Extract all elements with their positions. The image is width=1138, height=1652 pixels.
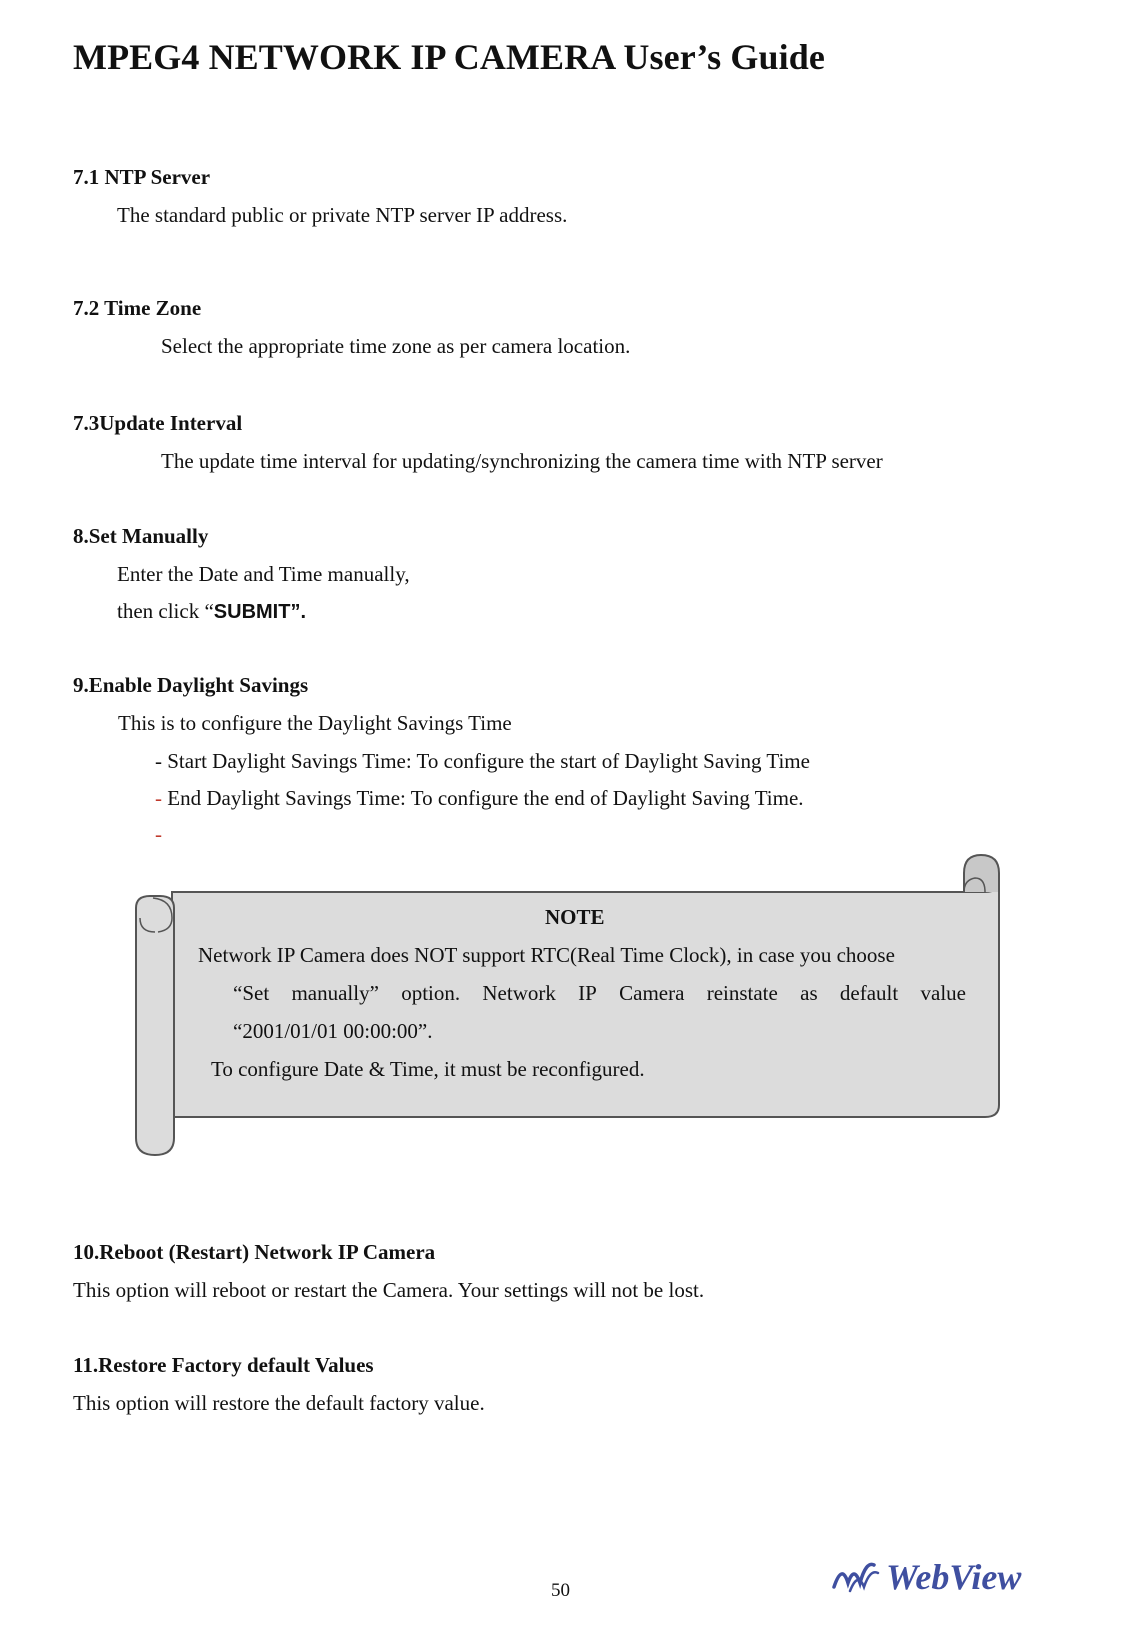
- note-line-3: “2001/01/01 00:00:00”.: [233, 1019, 433, 1043]
- note-line-4: To configure Date & Time, it must be reconfigured.: [211, 1057, 645, 1081]
- section-heading-set-manually: 8.Set Manually: [73, 524, 209, 548]
- section-heading-time-zone: 7.2 Time Zone: [73, 296, 202, 320]
- note-word: reinstate: [706, 981, 778, 1005]
- note-word: option.: [401, 981, 461, 1005]
- webview-logo-icon: [828, 1553, 1048, 1599]
- section-heading-update-interval: 7.3Update Interval: [73, 411, 243, 435]
- note-line-1: Network IP Camera does NOT support RTC(Real Time Clock), in case you choose: [198, 943, 895, 967]
- section-heading-ntp-server: 7.1 NTP Server: [73, 165, 211, 189]
- section-text-update-interval: The update time interval for updating/synchronizing the camera time with NTP server: [161, 449, 883, 473]
- note-word: IP: [578, 981, 597, 1005]
- webview-logo: [828, 1553, 1048, 1604]
- section-text-daylight-savings: This is to configure the Daylight Savings Time: [118, 711, 512, 735]
- note-word: manually”: [291, 981, 379, 1005]
- note-scroll-curl-right: [964, 855, 999, 892]
- page-number: 50: [551, 1580, 570, 1601]
- submit-instruction-prefix: then click “: [117, 599, 214, 623]
- note-word: “Set: [233, 981, 270, 1005]
- daylight-bullet-start: - Start Daylight Savings Time: To configure the start of Daylight Saving Time: [155, 749, 810, 773]
- daylight-bullet-end-text: End Daylight Savings Time: To configure the end of Daylight Saving Time.: [162, 786, 804, 810]
- submit-label: SUBMIT”.: [213, 601, 307, 623]
- note-scroll-roll-left: [136, 896, 174, 1155]
- svg-text:WebView: WebView: [886, 1557, 1022, 1597]
- section-text-time-zone: Select the appropriate time zone as per camera location.: [161, 334, 631, 358]
- note-word: as: [800, 981, 818, 1005]
- note-word: Network: [482, 981, 556, 1005]
- section-text-set-manually: Enter the Date and Time manually,: [117, 562, 410, 586]
- bullet-dash: -: [155, 786, 162, 810]
- note-word: default: [839, 981, 899, 1005]
- section-text-reboot: This option will reboot or restart the Camera. Your settings will not be lost.: [73, 1278, 705, 1302]
- section-text-restore: This option will restore the default factory value.: [73, 1391, 485, 1415]
- note-line-2: [233, 981, 966, 1006]
- page-title: MPEG4 NETWORK IP CAMERA User’s Guide: [73, 37, 825, 77]
- bullet-dash-empty: -: [155, 822, 162, 846]
- section-heading-reboot: 10.Reboot (Restart) Network IP Camera: [73, 1240, 436, 1264]
- section-heading-daylight-savings: 9.Enable Daylight Savings: [73, 673, 309, 697]
- section-text-ntp-server: The standard public or private NTP server IP address.: [117, 203, 568, 227]
- note-word: Camera: [619, 981, 685, 1005]
- note-word: value: [920, 981, 966, 1005]
- note-title: NOTE: [545, 905, 605, 929]
- section-heading-restore: 11.Restore Factory default Values: [73, 1353, 374, 1377]
